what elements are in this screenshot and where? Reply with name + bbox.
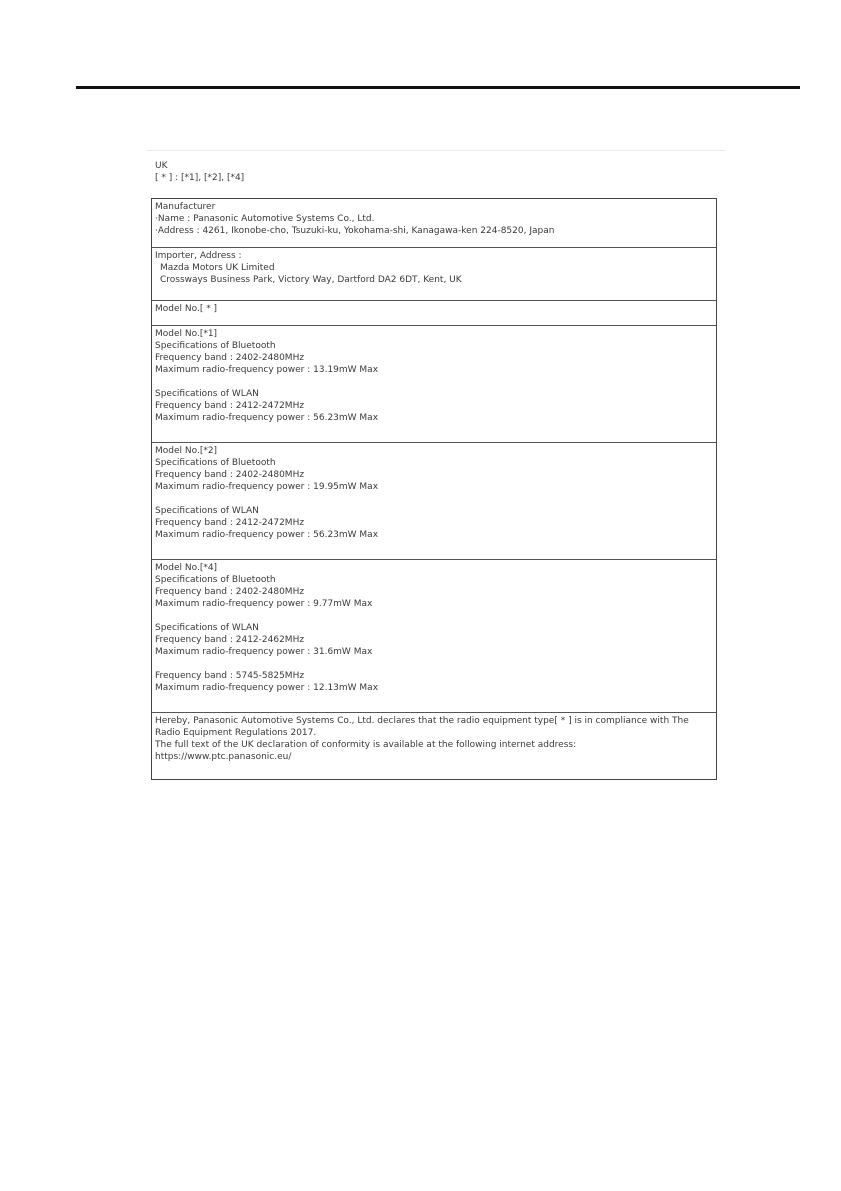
- model-1-wlan-spec: Specifications of WLAN: [155, 389, 259, 399]
- sheet-header: [155, 160, 244, 184]
- model-4-wlan-spec: Specifications of WLAN: [155, 623, 259, 633]
- declaration-url: https://www.ptc.panasonic.eu/: [155, 752, 292, 762]
- model-1-bt-power: Maximum radio-frequency power : 13.19mW Max: [155, 365, 379, 375]
- model-2-section: [152, 442, 716, 559]
- model-1-wlan-band: Frequency band : 2412-2472MHz: [155, 401, 305, 411]
- model-star-heading: Model No.[ * ]: [155, 304, 218, 314]
- manufacturer-heading: Manufacturer: [155, 202, 216, 212]
- declaration-section: [152, 712, 716, 779]
- importer-heading: Importer, Address :: [155, 251, 242, 261]
- model-4-heading: Model No.[*4]: [155, 563, 218, 573]
- model-4-section: [152, 559, 716, 712]
- model-4-bt-band: Frequency band : 2402-2480MHz: [155, 587, 305, 597]
- importer-address: Crossways Business Park, Victory Way, Dartford DA2 6DT, Kent, UK: [160, 275, 462, 285]
- model-1-bt-band: Frequency band : 2402-2480MHz: [155, 353, 305, 363]
- model-2-bt-spec: Specifications of Bluetooth: [155, 458, 276, 468]
- model-2-wlan-spec: Specifications of WLAN: [155, 506, 259, 516]
- model-2-wlan-band: Frequency band : 2412-2472MHz: [155, 518, 305, 528]
- importer-section: [152, 247, 716, 300]
- model-key: [ * ] : [*1], [*2], [*4]: [155, 173, 245, 183]
- model-1-heading: Model No.[*1]: [155, 329, 218, 339]
- model-4-bt-spec: Specifications of Bluetooth: [155, 575, 276, 585]
- model-2-wlan-power: Maximum radio-frequency power : 56.23mW Max: [155, 530, 379, 540]
- header-rule: [76, 86, 800, 89]
- model-2-bt-power: Maximum radio-frequency power : 19.95mW Max: [155, 482, 379, 492]
- model-4-wlan-band: Frequency band : 2412-2462MHz: [155, 635, 305, 645]
- spacer: [155, 610, 713, 622]
- spacer: [155, 493, 713, 505]
- declaration-sheet: [146, 150, 726, 791]
- declaration-statement: Hereby, Panasonic Automotive Systems Co., Ltd. declares that the radio equipment type[ * ] is in compliance with The Radio Equipment Regulations 2017.: [155, 716, 689, 738]
- region-label: UK: [155, 161, 168, 171]
- model-1-wlan-power: Maximum radio-frequency power : 56.23mW Max: [155, 413, 379, 423]
- manufacturer-name: ·Name : Panasonic Automotive Systems Co., Ltd.: [155, 214, 375, 224]
- model-star-section: [152, 300, 716, 325]
- spacer: [155, 376, 713, 388]
- model-2-bt-band: Frequency band : 2402-2480MHz: [155, 470, 305, 480]
- model-4-bt-power: Maximum radio-frequency power : 9.77mW Max: [155, 599, 373, 609]
- model-1-section: [152, 325, 716, 442]
- declaration-table: [151, 198, 717, 780]
- model-4-wlan5-band: Frequency band : 5745-5825MHz: [155, 671, 305, 681]
- declaration-full-text-note: The full text of the UK declaration of conformity is available at the following internet address:: [155, 740, 577, 750]
- model-4-wlan-power: Maximum radio-frequency power : 31.6mW Max: [155, 647, 373, 657]
- model-4-wlan5-power: Maximum radio-frequency power : 12.13mW Max: [155, 683, 379, 693]
- model-2-heading: Model No.[*2]: [155, 446, 218, 456]
- manufacturer-address: ·Address : 4261, Ikonobe-cho, Tsuzuki-ku, Yokohama-shi, Kanagawa-ken 224-8520, Japan: [155, 226, 555, 236]
- model-1-bt-spec: Specifications of Bluetooth: [155, 341, 276, 351]
- spacer: [155, 658, 713, 670]
- manufacturer-section: [152, 199, 716, 247]
- importer-name: Mazda Motors UK Limited: [160, 263, 275, 273]
